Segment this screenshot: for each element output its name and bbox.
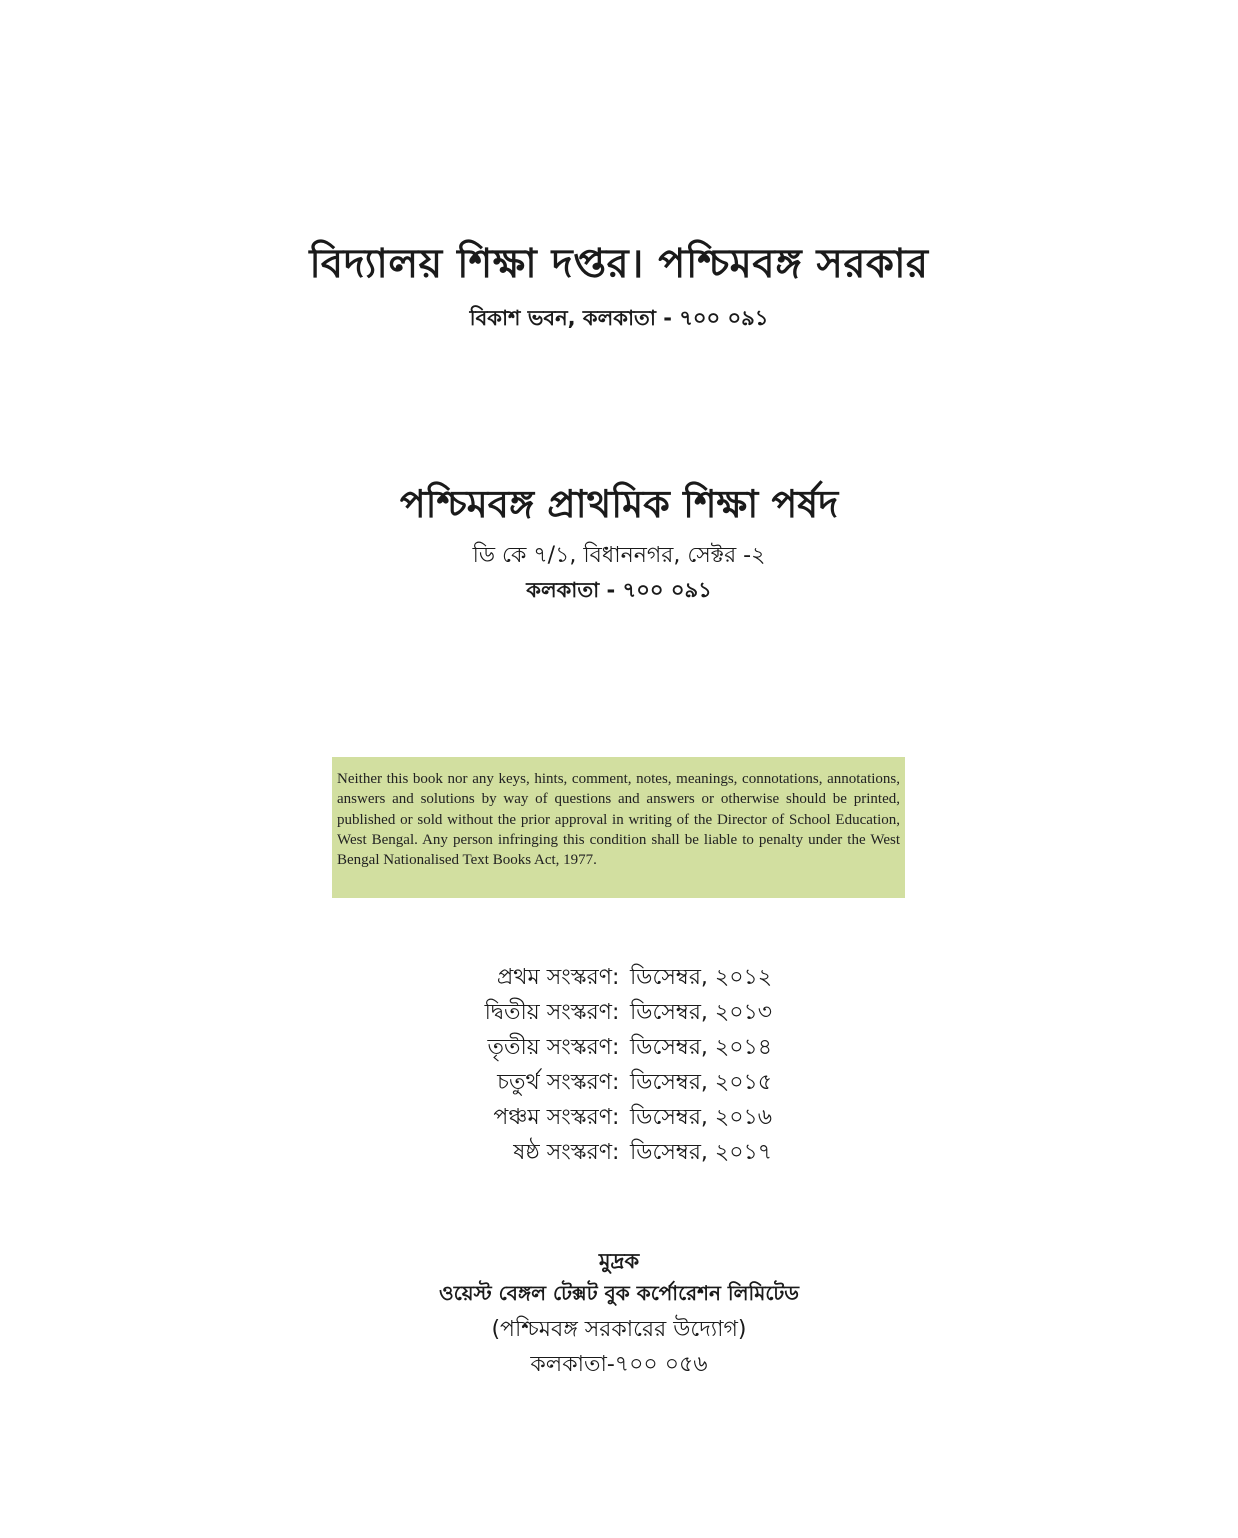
edition-label: চতুর্থ সংস্করণ (497, 1070, 612, 1095)
edition-date: ডিসেম্বর, ২০১৫ (630, 1070, 773, 1095)
copyright-notice-text: Neither this book nor any keys, hints, comment, notes, meanings, connotations, annotations, answers and solutions by way of questions and answers or otherwise should be printed, published or sold without the prior approval in writing of the Director of School Education, West Bengal. Any person infringing this condition shall be liable to penalty under the West Bengal Nationalised Text Books Act, 1977. (337, 771, 900, 869)
edition-colon: : (612, 1070, 620, 1095)
board-title: পশ্চিমবঙ্গ প্রাথমিক শিক্ষা পর্ষদ (399, 482, 839, 526)
printer-city: কলকাতা-৭০০ ০৫৬ (530, 1352, 708, 1377)
edition-date: ডিসেম্বর, ২০১৬ (630, 1105, 773, 1130)
edition-colon: : (612, 1140, 620, 1165)
printer-note: (পশ্চিমবঙ্গ সরকারের উদ্যোগ) (491, 1317, 747, 1342)
edition-label: প্রথম সংস্করণ (496, 965, 612, 990)
board-address-line1: ডি কে ৭/১, বিধাননগর, সেক্টর -২ (472, 543, 766, 568)
department-address: বিকাশ ভবন, কলকাতা - ৭০০ ০৯১ (469, 306, 769, 330)
edition-date: ডিসেম্বর, ২০১৭ (630, 1140, 773, 1165)
edition-row (0, 1135, 1238, 1170)
edition-colon: : (612, 1105, 620, 1130)
department-title: বিদ্যালয় শিক্ষা দপ্তর। পশ্চিমবঙ্গ সরকার (309, 241, 929, 287)
edition-label: পঞ্চম সংস্করণ (493, 1105, 612, 1130)
edition-list (0, 960, 1238, 1170)
edition-colon: : (612, 1035, 620, 1060)
printer-heading: মুদ্রক (598, 1249, 640, 1273)
printer-name: ওয়েস্ট বেঙ্গল টেক্সট বুক কর্পোরেশন লিমিটেড (439, 1281, 799, 1305)
edition-date: ডিসেম্বর, ২০১২ (630, 965, 773, 990)
edition-row (0, 995, 1238, 1030)
edition-colon: : (612, 965, 620, 990)
edition-row (0, 960, 1238, 995)
edition-row (0, 1100, 1238, 1135)
edition-row (0, 1065, 1238, 1100)
edition-label: দ্বিতীয় সংস্করণ (484, 1000, 612, 1025)
edition-label: তৃতীয় সংস্করণ (487, 1035, 612, 1060)
edition-date: ডিসেম্বর, ২০১৪ (630, 1035, 773, 1060)
edition-label: ষষ্ঠ সংস্করণ (513, 1140, 612, 1165)
copyright-notice-box (332, 757, 905, 898)
edition-colon: : (612, 1000, 620, 1025)
edition-date: ডিসেম্বর, ২০১৩ (630, 1000, 773, 1025)
board-address-line2: কলকাতা - ৭০০ ০৯১ (526, 578, 712, 602)
edition-row (0, 1030, 1238, 1065)
